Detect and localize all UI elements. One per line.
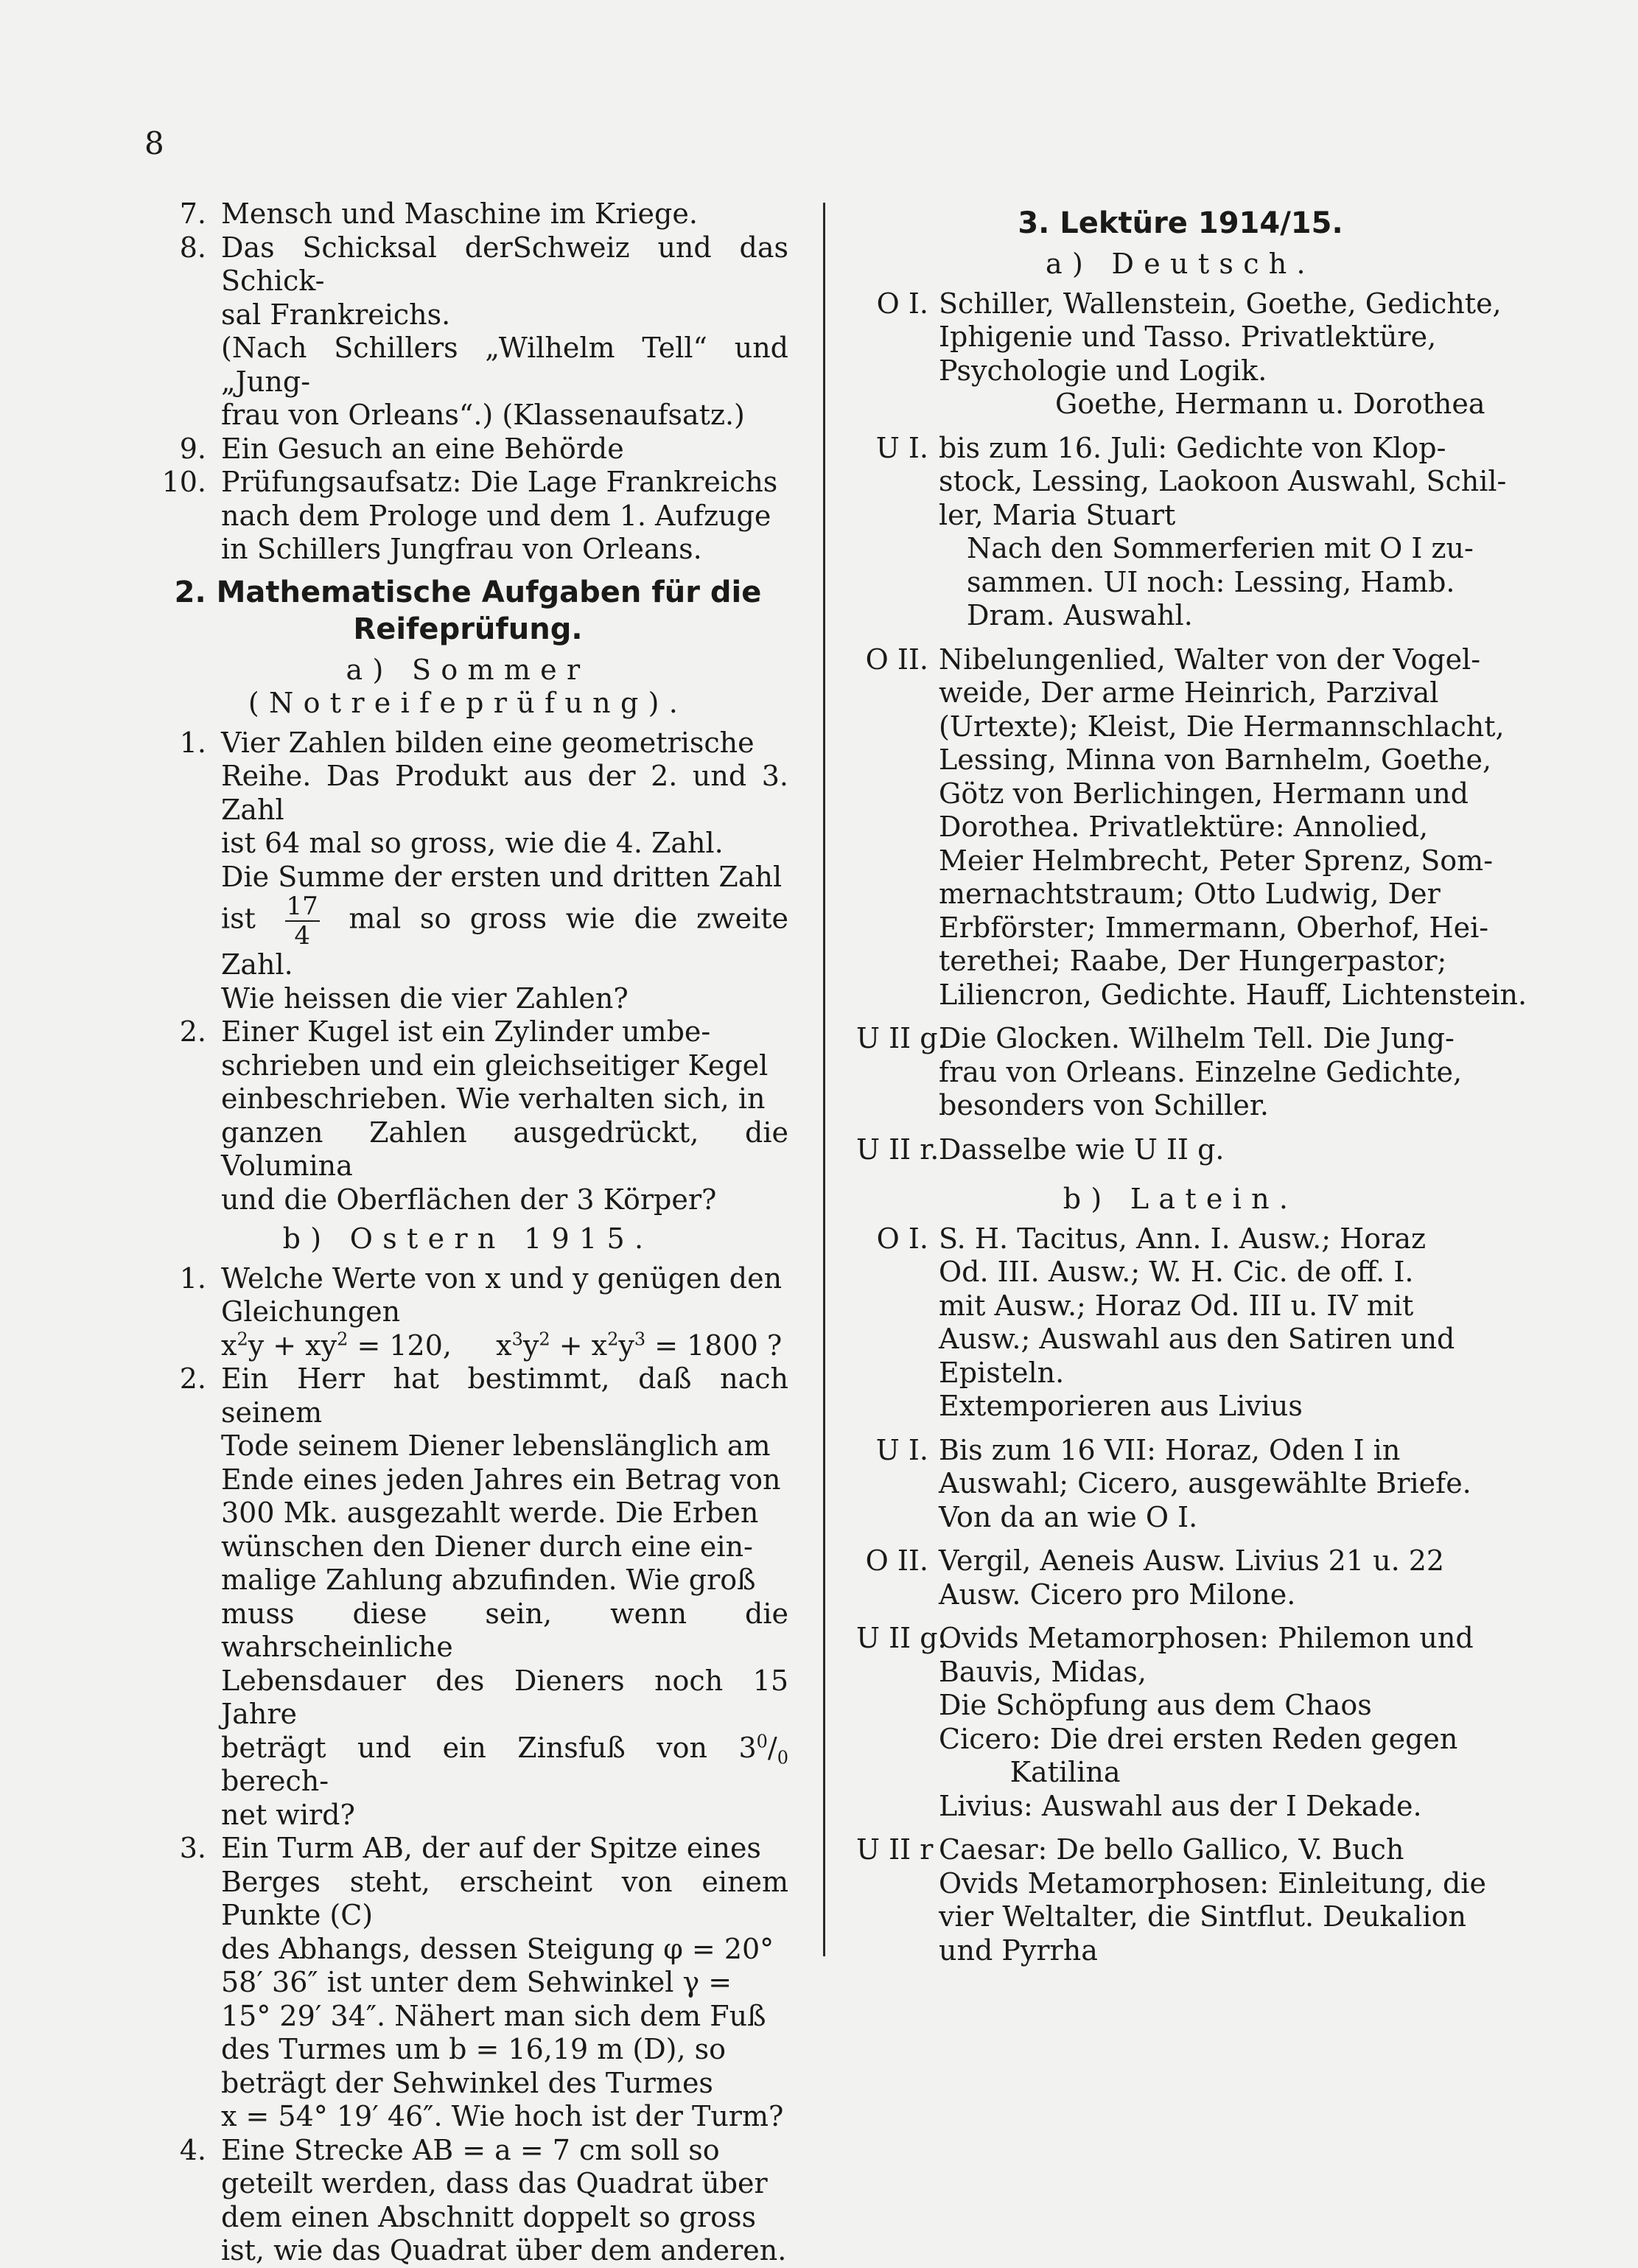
text-line: Erbförster; Immermann, Oberhof, Hei- <box>939 911 1489 944</box>
text-line: Ausw. Cicero pro Milone. <box>939 1578 1296 1611</box>
text-line: Livius: Auswahl aus der I Dekade. <box>939 1789 1422 1822</box>
entry-continuation <box>856 388 1505 421</box>
text-line: Meier Helmbrecht, Peter Sprenz, Som- <box>939 844 1494 877</box>
latein-label: b) Latein. <box>1063 1183 1298 1215</box>
class-label: U I. <box>875 1433 928 1466</box>
essay-item: 8. Das Schicksal derSchweiz und das Schick- sal Frankreichs. (Nach Schillers „Wilhelm Tell“ und „Jung- frau von Orleans“.) (Klassenaufsatz.) <box>179 231 788 431</box>
text-line: besonders von Schiller. <box>939 1089 1269 1121</box>
text-line: Ovids Metamorphosen: Philemon und <box>939 1622 1474 1654</box>
text-line: Auswahl; Cicero, ausgewählte Briefe. <box>939 1467 1471 1499</box>
list-item: 1. Vier Zahlen bilden eine geometrische Reihe. Das Produkt aus der 2. und 3. Zahl ist 64 mal so gross, wie die 4. Zahl. Die Summe der ersten und dritten Zahl ist $\frac{17}{4}$ mal so gross wie die zweite Zahl. Wie heissen die vier Zahlen? <box>179 726 788 1015</box>
class-label: U I. <box>875 431 928 464</box>
lektuere-entry <box>856 1222 1505 1424</box>
text-line: Katilina <box>939 1756 1121 1788</box>
text-line: Dram. Auswahl. <box>967 599 1193 631</box>
text-line: Götz von Berlichingen, Hermann und <box>939 777 1469 810</box>
text-block: Vier Zahlen bilden eine geometrische Reihe. Das Produkt aus der 2. und 3. Zahl ist 64 mal so gross, wie die 4. Zahl. Die Summe der ersten und dritten Zahl <box>221 726 788 893</box>
text-line: (Nach Schillers „Wilhelm Tell“ und „Jung- <box>221 332 788 398</box>
text-line: sal Frankreichs. <box>221 298 451 331</box>
text-line: Extemporieren aus Livius <box>939 1390 1303 1422</box>
deutsch-label: a) Deutsch. <box>1046 248 1315 280</box>
text-line: Episteln. <box>939 1356 1065 1389</box>
text-line: Mensch und Maschine im Kriege. <box>221 197 698 230</box>
lektuere-entry <box>856 1622 1505 1823</box>
class-label: U II r. <box>856 1133 939 1166</box>
text-line: vier Weltalter, die Sintflut. Deukalion <box>939 1900 1466 1933</box>
text-line: Bis zum 16 VII: Horaz, Oden I in <box>939 1433 1401 1466</box>
text-line: Prüfungsaufsatz: Die Lage Frankreichs <box>221 466 778 498</box>
text-line: Die Schöpfung aus dem Chaos <box>939 1689 1372 1721</box>
page-number: 8 <box>144 125 164 161</box>
text-line: Von da an wie O I. <box>939 1500 1198 1533</box>
class-label: U II r <box>856 1833 934 1866</box>
essay-item: 7. Mensch und Maschine im Kriege. <box>147 197 788 231</box>
lektuere-entry <box>856 1434 1505 1535</box>
list-item: 2. Einer Kugel ist ein Zylinder umbe- schrieben und ein gleichseitiger Kegel einbeschrieben. Wie verhalten sich, in ganzen Zahlen ausgedrückt, die Volumina und die Oberflächen der 3 Körper? <box>179 1015 788 1216</box>
text-line: Nach den Sommerferien mit O I zu- <box>967 532 1474 564</box>
text-line: Dasselbe wie U II g. <box>939 1133 1225 1166</box>
list-item: 1. Welche Werte von x und y genügen den Gleichungen $x^2y + xy^2 = 120$, $x^3y^2 + x^2y^3 = 1800$ ? <box>147 1262 788 1363</box>
essay-item: 9. Ein Gesuch an eine Behörde <box>147 433 788 466</box>
text-line: Das Schicksal derSchweiz und das Schick- <box>221 231 788 297</box>
lektuere-entry <box>856 432 1505 533</box>
column-divider <box>823 203 825 1956</box>
text-line: mit Ausw.; Horaz Od. III u. IV mit <box>939 1289 1414 1322</box>
text-line: in Schillers Jungfrau von Orleans. <box>221 533 702 565</box>
text-line: Lessing, Minna von Barnhelm, Goethe, <box>939 743 1492 776</box>
class-label: U II g. <box>856 1622 947 1654</box>
text-line: stock, Lessing, Laokoon Auswahl, Schil- <box>939 465 1507 497</box>
text-line: Dorothea. Privatlektüre: Annolied, <box>939 811 1429 843</box>
text-line: S. H. Tacitus, Ann. I. Ausw.; Horaz <box>939 1222 1426 1255</box>
text-line: Iphigenie und Tasso. Privatlektüre, <box>939 321 1437 353</box>
text-line: Vergil, Aeneis Ausw. Livius 21 u. 22 <box>939 1544 1445 1577</box>
class-label: O I. <box>876 287 928 320</box>
text-line: und Pyrrha <box>939 1933 1098 1967</box>
lektuere-entry <box>856 287 1505 388</box>
latein-list <box>856 1222 1505 1978</box>
text-line: Ovids Metamorphosen: Einleitung, die <box>939 1866 1486 1900</box>
lektuere-entry <box>856 643 1527 1012</box>
text-line: (Urtexte); Kleist, Die Hermannschlacht, <box>939 710 1505 743</box>
text-line: Die Glocken. Wilhelm Tell. Die Jung- <box>939 1022 1455 1054</box>
entry-continuation <box>856 532 1505 633</box>
right-column <box>856 197 1527 1978</box>
class-label: O II. <box>865 643 928 676</box>
deutsch-list <box>856 287 1527 1177</box>
text-line: terethei; Raabe, Der Hungerpastor; <box>939 945 1447 977</box>
text-line: Schiller, Wallenstein, Goethe, Gedichte, <box>939 287 1502 320</box>
left-column <box>147 197 788 2268</box>
text-line: Psychologie und Logik. <box>939 354 1267 387</box>
ostern-label: b) Ostern 1915. <box>282 1222 654 1255</box>
text-line: weide, Der arme Heinrich, Parzival <box>939 676 1439 709</box>
text-line: Goethe, Hermann u. Dorothea <box>1055 388 1485 420</box>
text-line: mernachtstraum; Otto Ludwig, Der <box>939 878 1441 910</box>
text-line: Bauvis, Midas, <box>939 1655 1147 1688</box>
lektuere-entry <box>856 1022 1505 1123</box>
lektuere-heading: 3. Lektüre 1914/15. <box>1018 206 1343 240</box>
text-line: ler, Maria Stuart <box>939 498 1176 531</box>
essay-list <box>147 197 788 567</box>
text-line: bis zum 16. Juli: Gedichte von Klop- <box>939 431 1446 464</box>
math-heading: 2. Mathematische Aufgaben für die Reifeprüfung. <box>174 575 762 646</box>
text-line: Liliencron, Gedichte. Hauff, Lichtenstein. <box>939 978 1527 1011</box>
text-line: Caesar: De bello Gallico, V. Buch <box>939 1833 1404 1866</box>
percent-line: beträgt und ein Zinsfuß von $3^0/_0$ berech- <box>221 1730 788 1797</box>
sommer-label: a) Sommer (Notreifeprüfung). <box>248 653 688 719</box>
fraction: $\frac{17}{4}$ <box>286 892 318 951</box>
list-item: 4. Eine Strecke AB = a = 7 cm soll so geteilt werden, dass das Quadrat über dem einen Abschnitt doppelt so gross ist, wie das Quadrat über dem anderen. <box>179 2133 787 2267</box>
text-line: sammen. UI noch: Lessing, Hamb. <box>967 565 1455 598</box>
text-line: Od. III. Ausw.; W. H. Cic. de off. I. <box>939 1256 1414 1288</box>
text-line: nach dem Prologe und dem 1. Aufzuge <box>221 499 771 532</box>
class-label: O I. <box>876 1222 928 1255</box>
equation-line: $x^2y + xy^2 = 120$, $x^3y^2 + x^2y^3 = 1800$ ? <box>221 1328 783 1362</box>
text-line: frau von Orleans“.) (Klassenaufsatz.) <box>221 399 745 431</box>
text-line: Ausw.; Auswahl aus den Satiren und <box>939 1323 1455 1355</box>
list-item: 2. Ein Herr hat bestimmt, daß nach seinem Tode seinem Diener lebenslänglich am Ende eines jeden Jahres ein Betrag von 300 Mk. ausgezahlt werde. Die Erben wünschen den Diener durch eine ein- malige Zahlung abzufinden. Wie groß muss diese sein, wenn die wahrscheinliche Lebensdauer des Dieners noch 15 Jahre beträgt und ein Zinsfuß von $3^0/_0$ berech- net wird? <box>179 1362 788 1831</box>
text-line: Ein Gesuch an eine Behörde <box>221 432 624 465</box>
text-line: frau von Orleans. Einzelne Gedichte, <box>939 1055 1463 1088</box>
lektuere-entry <box>856 1833 1505 1967</box>
list-item: 3. Ein Turm AB, der auf der Spitze eines Berges steht, erscheint von einem Punkte (C) des Abhangs, dessen Steigung φ = 20° 58′ 36″ ist unter dem Sehwinkel γ = 15° 29′ 34″. Nähert man sich dem Fuß des Turmes um b = 16,19 m (D), so beträgt der Sehwinkel des Turmes x = 54° 19′ 46″. Wie hoch ist der Turm? <box>179 1832 788 2132</box>
class-label: O II. <box>865 1544 928 1577</box>
lektuere-entry <box>856 1544 1505 1611</box>
class-label: U II g. <box>856 1022 947 1054</box>
text-line: Cicero: Die drei ersten Reden gegen <box>939 1722 1458 1755</box>
lektuere-entry <box>856 1133 1505 1167</box>
text-line: Nibelungenlied, Walter von der Vogel- <box>939 643 1481 676</box>
essay-item: 10. Prüfungsaufsatz: Die Lage Frankreichs nach dem Prologe und dem 1. Aufzuge in Schillers Jungfrau von Orleans. <box>147 466 788 567</box>
fraction-line: ist $\frac{17}{4}$ mal so gross wie die zweite Zahl. <box>221 892 788 981</box>
